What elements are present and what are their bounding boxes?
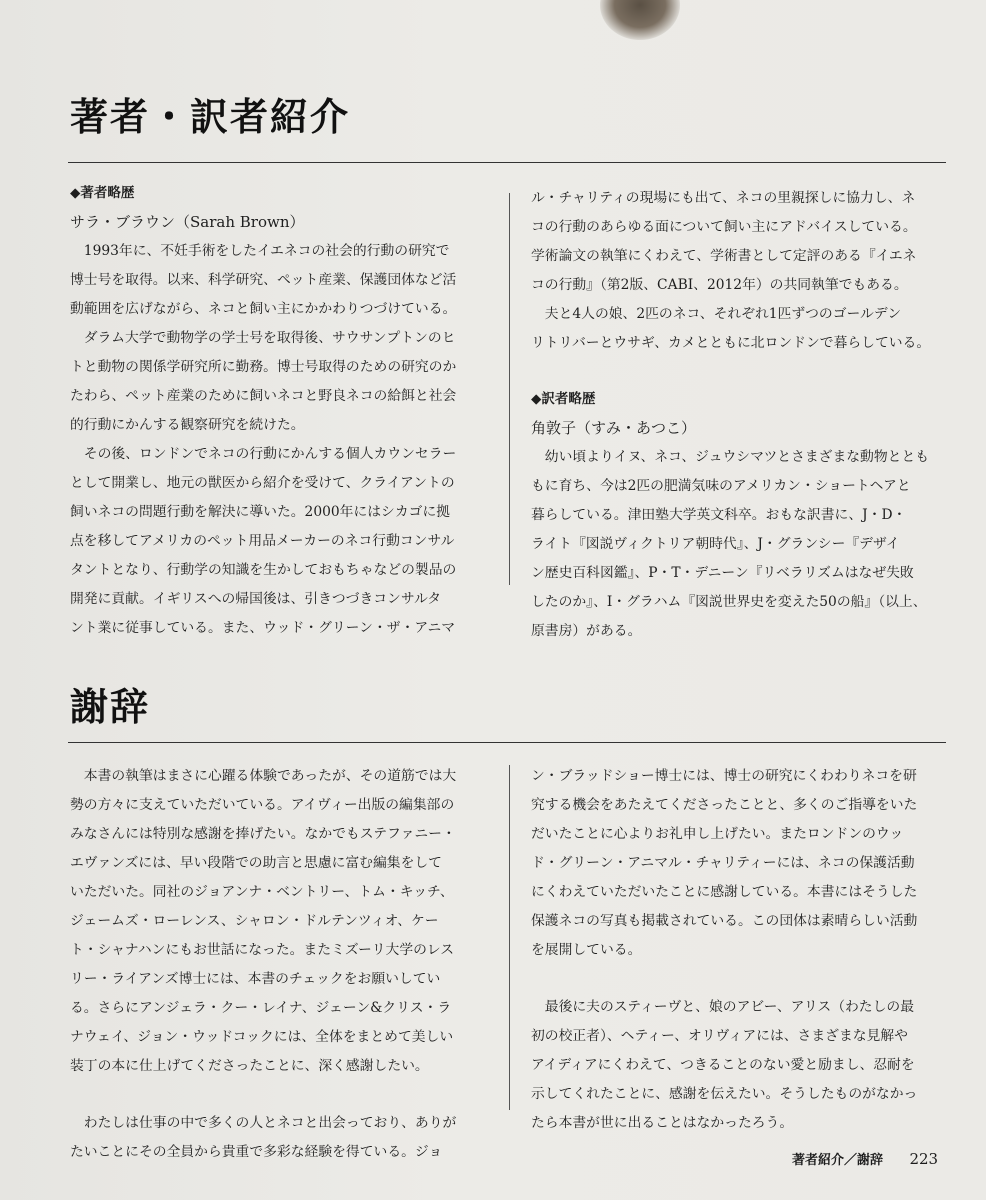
section-title-authors: 著者・訳者紹介: [70, 95, 351, 139]
text-line: したのか』、I・グラハム『図説世界史を変えた50の船』（以上、: [531, 594, 927, 610]
text-line: タントとなり、行動学の知識を生かしておもちゃなどの製品の: [70, 562, 457, 578]
text-line: ト・シャナハンにもお世話になった。またミズーリ大学のレス: [70, 942, 455, 958]
author-bio-column: [70, 179, 456, 643]
text-line: 初の校正者）、ヘティー、オリヴィアには、さまざまな見解や: [531, 1028, 908, 1044]
text-line: リー・ライアンズ博士には、本書のチェックをお願いしてい: [70, 971, 441, 987]
spacer: [531, 358, 930, 385]
text-line: 最後に夫のスティーヴと、娘のアビー、アリス（わたしの最: [531, 999, 914, 1015]
text-line: エヴァンズには、早い段階での助言と思慮に富む編集をして: [70, 855, 442, 871]
running-footer-label: 著者紹介／謝辞: [792, 1153, 884, 1168]
text-line: コの行動のあらゆる面について飼い主にアドバイスしている。: [531, 219, 917, 235]
text-line: 学術論文の執筆にくわえて、学術書として定評のある『イエネ: [531, 248, 917, 264]
text-line: トと動物の関係学研究所に勤務。博士号取得のための研究のか: [70, 359, 457, 375]
column-divider: [509, 765, 510, 1110]
camera-shadow: [600, 0, 680, 40]
acknowledgments-left-column: [70, 762, 456, 1167]
text-line: もに育ち、今は2匹の肥満気味のアメリカン・ショートヘアと: [531, 478, 911, 494]
text-line: 示してくれたことに、感謝を伝えたい。そうしたものがなかっ: [531, 1086, 918, 1102]
text-line: 博士号を取得。以来、科学研究、ペット産業、保護団体など活: [70, 272, 457, 288]
text-line: 1993年に、不妊手術をしたイエネコの社会的行動の研究で: [70, 243, 450, 259]
text-line: たわら、ペット産業のために飼いネコと野良ネコの給餌と社会: [70, 388, 457, 404]
text-line: る。さらにアンジェラ・クー・レイナ、ジェーン&クリス・ラ: [70, 1000, 452, 1016]
author-bio-continued-column: [531, 184, 930, 646]
text-line: 点を移してアメリカのペット用品メーカーのネコ行動コンサル: [70, 533, 455, 549]
text-line: アイディアにくわえて、つきることのない愛と励まし、忍耐を: [531, 1057, 915, 1073]
text-line: 暮らしている。津田塾大学英文科卒。おもな訳書に、J・D・: [531, 507, 907, 523]
text-line: 本書の執筆はまさに心躍る体験であったが、その道筋では大: [70, 768, 457, 784]
text-line: 開発に貢献。イギリスへの帰国後は、引きつづきコンサルタ: [70, 591, 441, 607]
text-line: 装丁の本に仕上げてくださったことに、深く感謝したい。: [70, 1058, 429, 1074]
text-line: 的行動にかんする観察研究を続けた。: [70, 417, 305, 433]
title-rule: [68, 742, 946, 743]
author-heading: ◆著者略歴: [70, 185, 135, 201]
text-line: だいたことに心よりお礼申し上げたい。またロンドンのウッ: [531, 826, 904, 842]
text-line: 究する機会をあたえてくださったことと、多くのご指導をいた: [531, 797, 918, 813]
text-line: 保護ネコの写真も掲載されている。この団体は素晴らしい活動: [531, 913, 918, 929]
page-footer: [792, 1149, 938, 1168]
text-line: たら本書が世に出ることはなかったろう。: [531, 1115, 794, 1131]
translator-name: 角敦子（すみ・あつこ）: [531, 419, 697, 437]
spacer: [70, 1081, 456, 1109]
text-line: いただいた。同社のジョアンナ・ベントリー、トム・キッチ、: [70, 884, 454, 900]
text-line: ダラム大学で動物学の学士号を取得後、サウサンプトンのヒ: [70, 330, 456, 346]
text-line: 動範囲を広げながら、ネコと飼い主にかかわりつづけている。: [70, 301, 457, 317]
text-line: ナウェイ、ジョン・ウッドコックには、全体をまとめて美しい: [70, 1029, 454, 1045]
text-line: 原書房）がある。: [531, 623, 642, 639]
text-line: として開業し、地元の獣医から紹介を受けて、クライアントの: [70, 475, 455, 491]
text-line: 飼いネコの問題行動を解決に導いた。2000年にはシカゴに拠: [70, 504, 451, 520]
text-line: たいことにその全員から貴重で多彩な経験を得ている。ジョ: [70, 1144, 443, 1160]
column-divider: [509, 193, 510, 585]
text-line: ジェームズ・ローレンス、シャロン・ドルテンツィオ、ケー: [70, 913, 439, 929]
text-line: にくわえていただいたことに感謝している。本書にはそうした: [531, 884, 918, 900]
text-line: 勢の方々に支えていただいている。アイヴィー出版の編集部の: [70, 797, 455, 813]
text-line: 夫と4人の娘、2匹のネコ、それぞれ1匹ずつのゴールデン: [531, 306, 902, 322]
text-line: みなさんには特別な感謝を捧げたい。なかでもステファニー・: [70, 826, 456, 842]
title-rule: [68, 162, 946, 163]
author-name: サラ・ブラウン（Sarah Brown）: [70, 213, 305, 231]
text-line: ント業に従事している。また、ウッド・グリーン・ザ・アニマ: [70, 620, 456, 636]
text-line: リトリバーとウサギ、カメとともに北ロンドンで暮らしている。: [531, 335, 931, 351]
text-line: ド・グリーン・アニマル・チャリティーには、ネコの保護活動: [531, 855, 915, 871]
acknowledgments-right-column: [531, 762, 917, 1138]
text-line: ン歴史百科図鑑』、P・T・デニーン『リベラリズムはなぜ失敗: [531, 565, 914, 581]
text-line: 幼い頃よりイヌ、ネコ、ジュウシマツとさまざまな動物ととも: [531, 449, 930, 465]
text-line: コの行動』（第2版、CABI、2012年）の共同執筆でもある。: [531, 277, 908, 293]
text-line: ライト『図説ヴィクトリア朝時代』、J・グランシー『デザイ: [531, 536, 900, 552]
spacer: [531, 965, 917, 993]
section-title-acknowledgments: 謝辞: [70, 685, 151, 729]
text-line: わたしは仕事の中で多くの人とネコと出会っており、ありが: [70, 1115, 457, 1131]
text-line: その後、ロンドンでネコの行動にかんする個人カウンセラー: [70, 446, 457, 462]
page-number: 223: [909, 1150, 939, 1168]
text-line: ン・ブラッドショー博士には、博士の研究にくわわりネコを研: [531, 768, 917, 784]
translator-heading: ◆訳者略歴: [531, 391, 596, 407]
text-line: を展開している。: [531, 942, 642, 958]
text-line: ル・チャリティの現場にも出て、ネコの里親探しに協力し、ネ: [531, 190, 916, 206]
